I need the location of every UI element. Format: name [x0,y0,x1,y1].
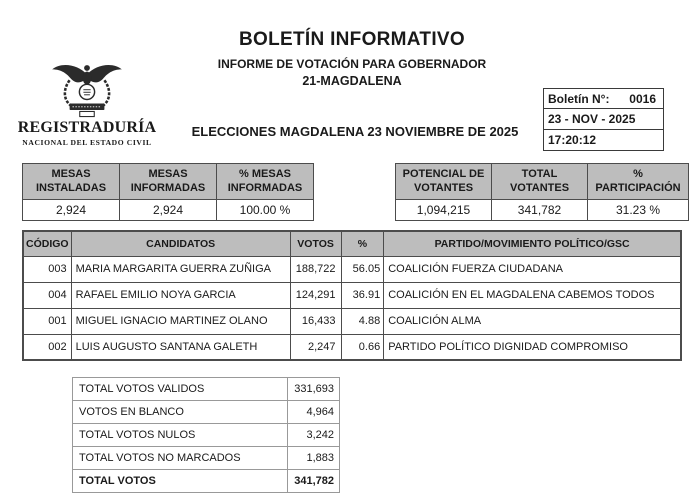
logo-subname: NACIONAL DEL ESTADO CIVIL [22,138,152,147]
table-row [23,334,681,360]
candidatos-column-header: CANDIDATOS [71,231,290,256]
total-value: 1,883 [288,447,340,470]
candidate-code: 002 [23,334,71,360]
total-value: 4,964 [288,401,340,424]
candidate-party: COALICIÓN EN EL MAGDALENA CABEMOS TODOS [384,282,681,308]
candidate-code: 003 [23,256,71,282]
mesas-stats-table [22,163,314,221]
mesas-stats-header-row [23,164,314,200]
total-value: 3,242 [288,424,340,447]
table-row [23,282,681,308]
bulletin-number-row [543,88,664,109]
election-title: ELECCIONES MAGDALENA 23 NOVIEMBRE DE 2025 [191,124,519,139]
partido-column-header: PARTIDO/MOVIMIENTO POLÍTICO/GSC [384,231,681,256]
total-label: TOTAL VOTOS [73,470,288,493]
candidate-pct: 56.05 [341,256,384,282]
candidate-party: COALICIÓN FUERZA CIUDADANA [384,256,681,282]
logo-name: REGISTRADURÍA [17,119,157,136]
candidate-pct: 36.91 [341,282,384,308]
total-label: VOTOS EN BLANCO [73,401,288,424]
region-title: 21-MAGDALENA [302,74,402,88]
mesas-stats-value-row [23,200,314,221]
pct-column-header: % [341,231,384,256]
candidate-pct: 0.66 [341,334,384,360]
candidate-votes: 16,433 [290,308,341,334]
report-title-block [142,29,562,88]
candidate-code: 001 [23,308,71,334]
bulletin-time-row [543,130,664,151]
mesas-instaladas-header: MESAS INSTALADAS [23,164,120,200]
candidate-votes: 124,291 [290,282,341,308]
condor-coat-of-arms-icon [46,60,128,118]
bulletin-date-row [543,109,664,130]
bulletin-time: 17:20:12 [548,133,597,147]
total-votantes-header: TOTAL VOTANTES [492,164,588,200]
bulletin-number-value: 0016 [629,91,656,106]
candidate-votes: 2,247 [290,334,341,360]
votantes-stats-value-row [396,200,689,221]
candidates-header-row [23,231,681,256]
bulletin-info-box [543,88,664,151]
candidate-pct: 4.88 [341,308,384,334]
total-value: 331,693 [288,378,340,401]
list-item [73,378,340,401]
list-item [73,401,340,424]
pct-participacion-header: % PARTICIPACIÓN [588,164,689,200]
candidate-party: PARTIDO POLÍTICO DIGNIDAD COMPROMISO [384,334,681,360]
pct-mesas-informadas-value: 100.00 % [217,200,314,221]
candidate-name: MARIA MARGARITA GUERRA ZUÑIGA [71,256,290,282]
candidate-name: LUIS AUGUSTO SANTANA GALETH [71,334,290,360]
mesas-instaladas-value: 2,924 [23,200,120,221]
vote-totals-table [72,377,340,493]
candidate-votes: 188,722 [290,256,341,282]
list-item [73,424,340,447]
candidates-table [22,230,682,361]
page-title: BOLETÍN INFORMATIVO [239,29,465,50]
pct-mesas-informadas-header: % MESAS INFORMADAS [217,164,314,200]
votos-column-header: VOTOS [290,231,341,256]
total-value: 341,782 [288,470,340,493]
codigo-column-header: CÓDIGO [23,231,71,256]
candidate-name: RAFAEL EMILIO NOYA GARCIA [71,282,290,308]
candidate-code: 004 [23,282,71,308]
bulletin-date: 23 - NOV - 2025 [548,112,636,126]
candidate-name: MIGUEL IGNACIO MARTINEZ OLANO [71,308,290,334]
bulletin-number-label: Boletín N°: [548,91,610,106]
registraduria-logo [12,60,162,147]
mesas-informadas-value: 2,924 [120,200,217,221]
total-label: TOTAL VOTOS VALIDOS [73,378,288,401]
pct-participacion-value: 31.23 % [588,200,689,221]
potencial-votantes-header: POTENCIAL DE VOTANTES [396,164,492,200]
votantes-stats-header-row [396,164,689,200]
mesas-informadas-header: MESAS INFORMADAS [120,164,217,200]
votantes-stats-table [395,163,689,221]
table-row [23,308,681,334]
report-subtitle: INFORME DE VOTACIÓN PARA GOBERNADOR [217,57,487,71]
potencial-votantes-value: 1,094,215 [396,200,492,221]
table-row [23,256,681,282]
total-label: TOTAL VOTOS NO MARCADOS [73,447,288,470]
total-label: TOTAL VOTOS NULOS [73,424,288,447]
total-votantes-value: 341,782 [492,200,588,221]
grand-total-row [73,470,340,493]
list-item [73,447,340,470]
candidate-party: COALICIÓN ALMA [384,308,681,334]
